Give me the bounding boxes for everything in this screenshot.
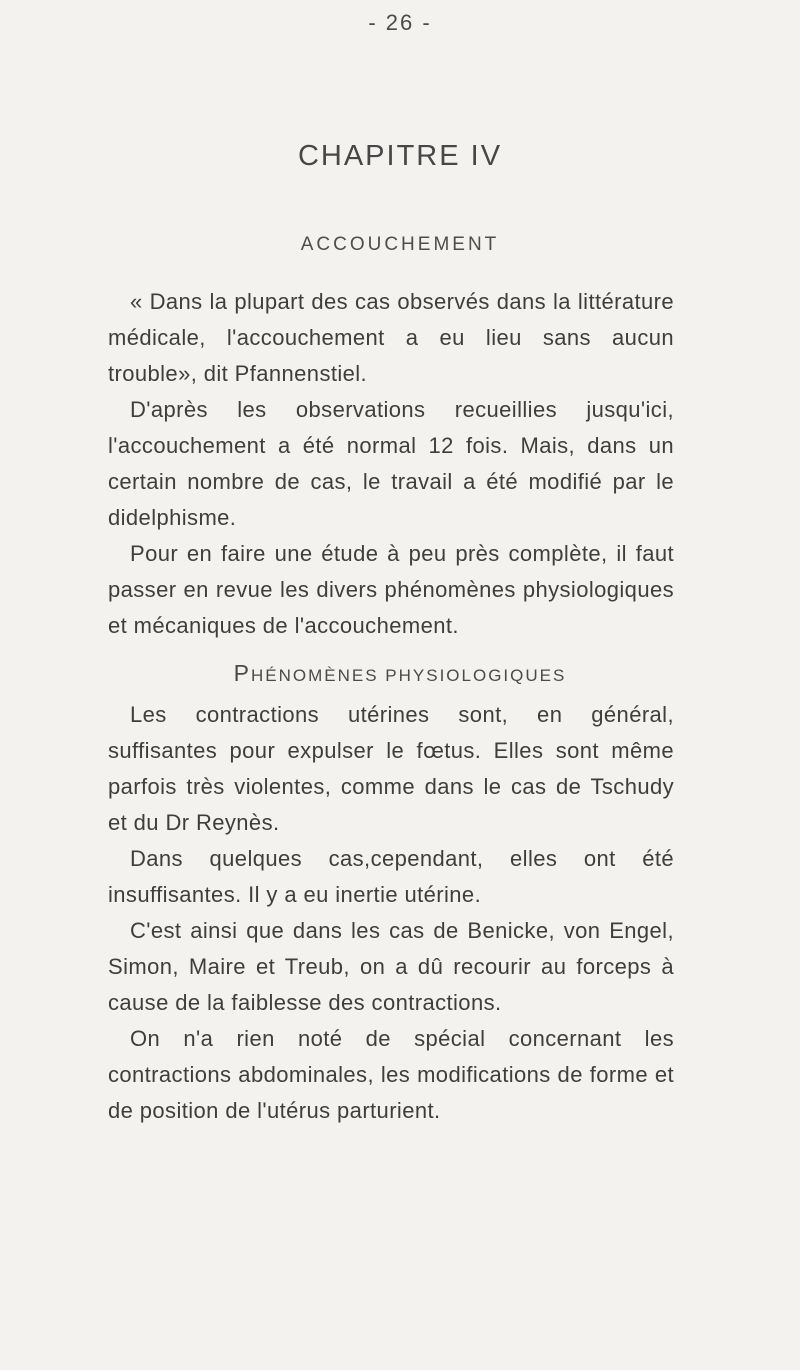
page-number: - 26 - <box>368 10 432 35</box>
paragraph: Les contractions utérines sont, en général, suffisantes pour expulser le fœtus. Elles sont même parfois très violentes, comme dans le cas de Tschudy et du Dr Reynès. <box>108 702 674 835</box>
chapter-subtitle: ACCOUCHEMENT <box>300 234 500 255</box>
paragraph: C'est ainsi que dans les cas de Benicke, von Engel, Simon, Maire et Treub, on a dû recourir au forceps à cause de la faiblesse des contractions. <box>108 918 674 1015</box>
section-heading <box>0 660 800 687</box>
section-heading-initial: P <box>233 660 251 686</box>
chapter-title: CHAPITRE IV <box>297 140 503 172</box>
paragraph: Pour en faire une étude à peu près complète, il faut passer en revue les divers phénomènes physiologiques et mécaniques de l'accouchement. <box>108 541 674 638</box>
paragraph: On n'a rien noté de spécial concernant les contractions abdominales, les modifications de forme et de position de l'utérus parturient. <box>108 1026 674 1123</box>
paragraph: Dans quelques cas,cependant, elles ont été insuffisantes. Il y a eu inertie utérine. <box>108 846 674 907</box>
section-text-block <box>108 697 674 1129</box>
paragraph: « Dans la plupart des cas observés dans la littérature médicale, l'accouchement a eu lieu sans aucun trouble», dit Pfannenstiel. <box>108 289 674 386</box>
intro-text-block <box>108 284 674 644</box>
section-heading-rest: HÉNOMÈNES PHYSIOLOGIQUES <box>251 666 567 685</box>
paragraph: D'après les observations recueillies jusqu'ici, l'accouchement a été normal 12 fois. Mais, dans un certain nombre de cas, le travail a été modifié par le didelphisme. <box>108 397 674 530</box>
